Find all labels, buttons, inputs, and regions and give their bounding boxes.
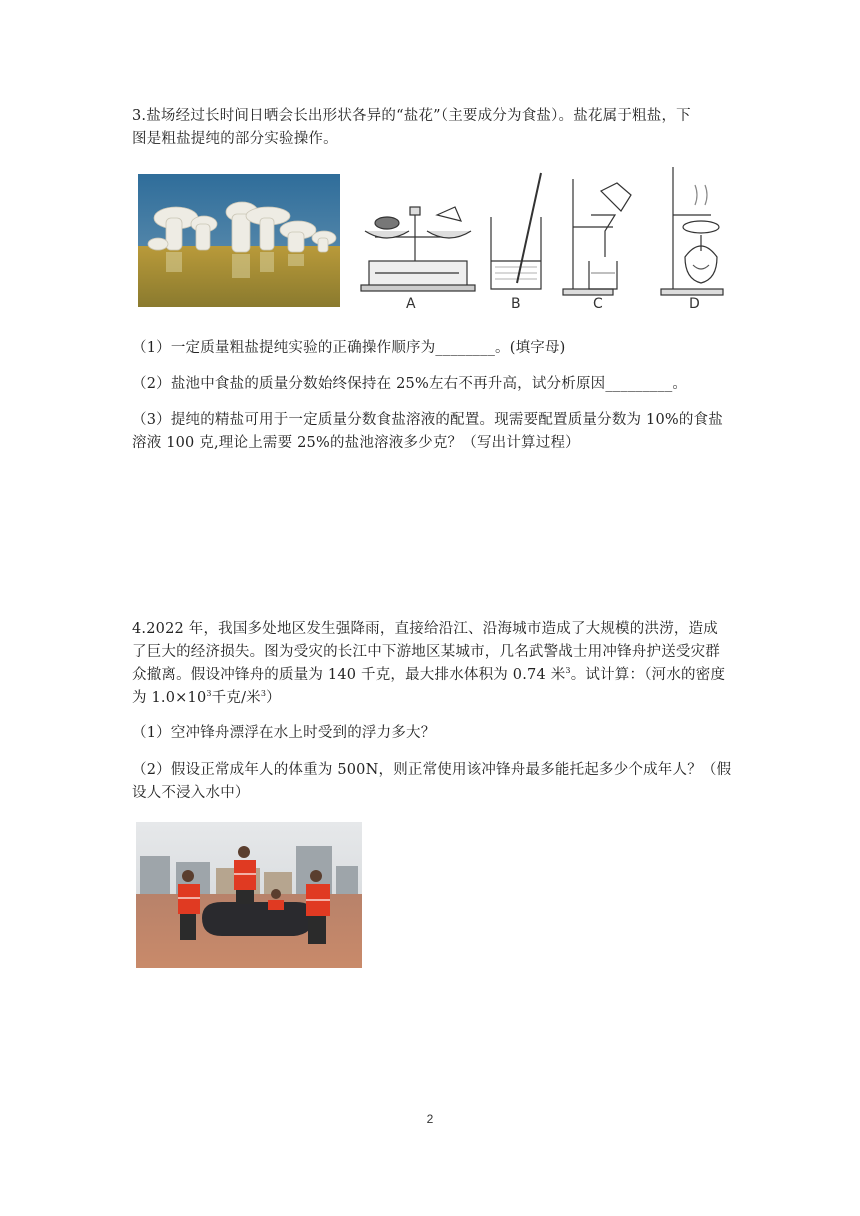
q4-sub2-line1: （2）假设正常成年人的体重为 500N，则正常使用该冲锋舟最多能托起多少个成年人？（假 xyxy=(132,762,732,778)
q4-intro-line4: 为 $1.0\times 10^3$千克/米$^3$） xyxy=(132,689,281,706)
q3-sub3-line1: （3）提纯的精盐可用于一定质量分数食盐溶液的配置。现需要配置质量分数为 10%的食盐 xyxy=(132,412,723,428)
q3-intro-line2: 图是粗盐提纯的部分实验操作。 xyxy=(132,131,338,147)
apparatus-label-b: B xyxy=(511,296,521,312)
q4-sub1: （1）空冲锋舟漂浮在水上时受到的浮力多大？ xyxy=(132,725,436,741)
q3-intro-line1: 3.盐场经过长时间日晒会长出形状各异的“盐花”（主要成分为食盐）。盐花属于粗盐，下 xyxy=(132,108,691,124)
balance-icon xyxy=(361,207,475,291)
flood-rescue-photo xyxy=(136,822,362,968)
salt-flower-photo xyxy=(138,174,340,307)
q4-intro-line1: 4.2022 年，我国多处地区发生强降雨，直接给沿江、沿海城市造成了大规模的洪涝，造成 xyxy=(132,621,718,637)
q3-sub2: （2）盐池中食盐的质量分数始终保持在 25%左右不再升高，试分析原因_________。 xyxy=(132,376,688,392)
apparatus-diagram xyxy=(355,165,735,305)
page-number: 2 xyxy=(426,1112,434,1126)
apparatus-label-a: A xyxy=(406,296,416,312)
q3-sub1: （1）一定质量粗盐提纯实验的正确操作顺序为________。(填字母) xyxy=(132,340,566,356)
q3-sub3-line2: 溶液 100 克,理论上需要 25%的盐池溶液多少克？（写出计算过程） xyxy=(132,435,580,451)
q4-sub2-line2: 设人不浸入水中） xyxy=(132,785,250,801)
q4-intro-line2: 了巨大的经济损失。图为受灾的长江中下游地区某城市，几名武警战士用冲锋舟护送受灾群 xyxy=(132,644,720,660)
evaporation-icon xyxy=(661,167,723,295)
q4-intro-line3: 众撤离。假设冲锋舟的质量为 140 千克，最大排水体积为 0.74 米$^3$。试计算：（河水的密度 xyxy=(132,666,726,683)
beaker-icon xyxy=(491,173,541,289)
filtration-icon xyxy=(563,179,631,295)
apparatus-label-d: D xyxy=(689,296,700,312)
apparatus-label-c: C xyxy=(593,296,603,312)
